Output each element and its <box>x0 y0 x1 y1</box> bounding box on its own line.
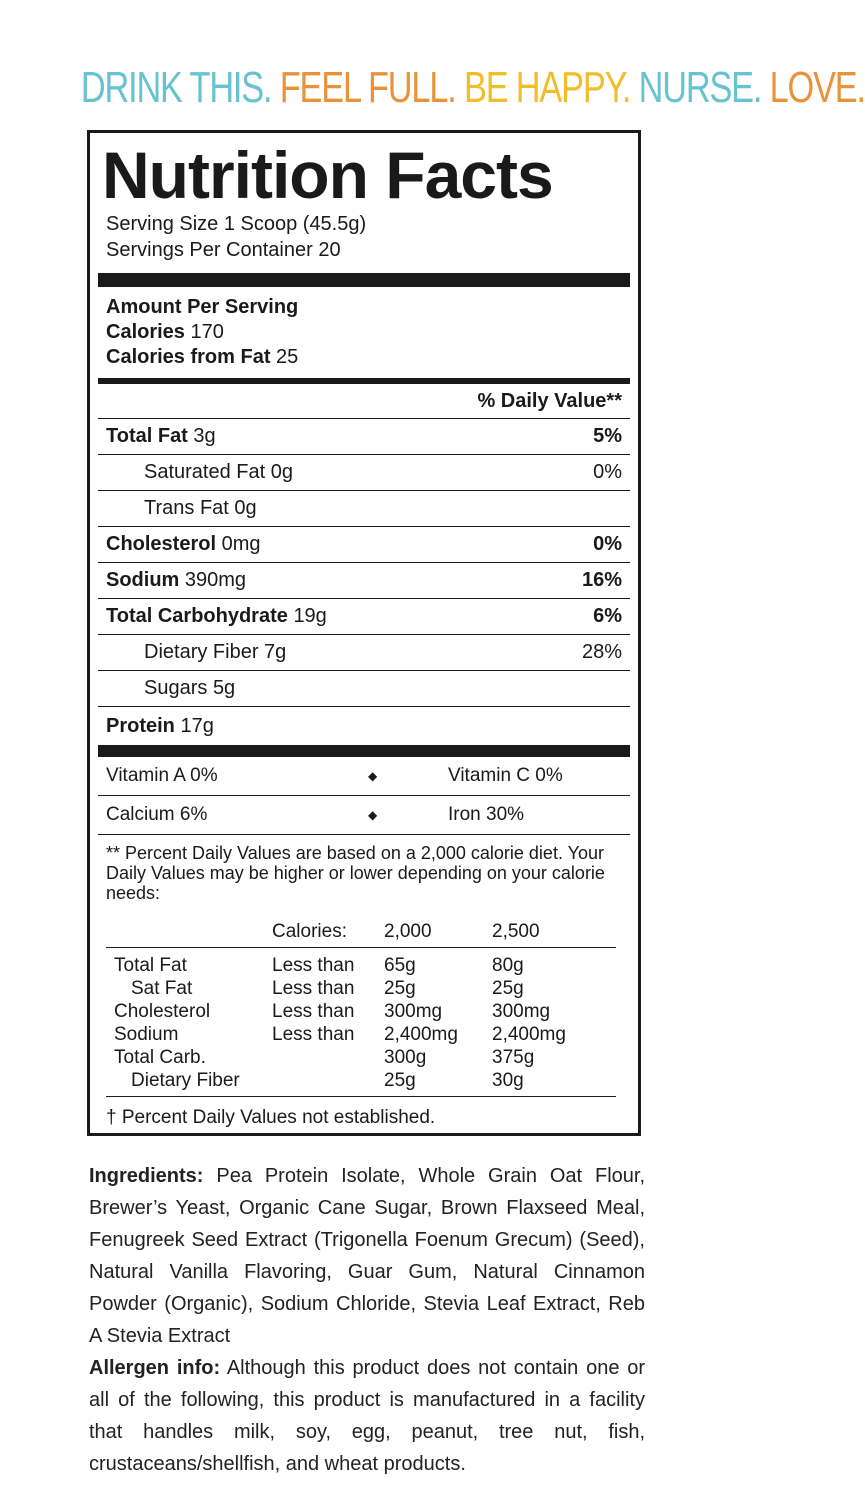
table-cell: 300g <box>384 1047 427 1068</box>
nutrient-daily-value: 0% <box>593 461 622 483</box>
table-cell <box>272 1046 384 1069</box>
ingredients-paragraph <box>89 1160 645 1352</box>
nutrient-row <box>98 563 630 599</box>
nutrient-row <box>98 635 630 671</box>
table-cell: 25g <box>384 978 416 999</box>
diamond-icon: ◆ <box>368 769 378 783</box>
ingredients-section <box>89 1160 645 1480</box>
nutrient-daily-value: 28% <box>581 641 622 663</box>
thick-divider-2 <box>98 745 630 757</box>
table-cell: Less than <box>272 978 355 999</box>
table-row <box>106 1069 616 1092</box>
serving-size: Serving Size 1 Scoop (45.5g) <box>106 213 367 235</box>
nutrient-daily-value: 6% <box>593 605 622 627</box>
vitamin-list <box>98 757 630 835</box>
table-cell: 375g <box>492 1047 535 1068</box>
table-cell: Total Fat <box>114 955 187 976</box>
vitamin-right: Vitamin C 0% <box>448 765 563 786</box>
nutrient-name: Total Fat <box>106 425 188 447</box>
vitamin-left: Vitamin A 0% <box>106 765 218 786</box>
vitamin-row <box>98 757 630 796</box>
nutrient-row <box>98 671 630 707</box>
nutrient-daily-value: 0% <box>593 533 622 555</box>
nutrient-name: Dietary Fiber <box>144 641 259 663</box>
table-cell: 2,400mg <box>492 1024 566 1045</box>
table-row <box>106 977 616 1000</box>
nutrient-amount: 17g <box>180 714 214 737</box>
nutrient-amount: 390mg <box>184 569 247 591</box>
nutrient-amount: 7g <box>264 641 287 663</box>
tagline-part-5: LOVE. <box>769 63 865 112</box>
nutrient-name-amount <box>106 497 257 520</box>
table-cell: 300mg <box>384 1001 443 1022</box>
thick-divider <box>98 273 630 287</box>
table-header-cell: 2,000 <box>384 921 432 942</box>
nutrient-amount: 0mg <box>221 533 261 555</box>
table-row <box>106 954 616 977</box>
tagline <box>80 62 865 114</box>
table-cell: 25g <box>384 1070 416 1091</box>
calories-fat-value: 25 <box>276 346 299 368</box>
table-row <box>106 1023 616 1046</box>
nutrient-name: Saturated Fat <box>144 461 266 483</box>
nutrient-name: Total Carbohydrate <box>106 605 288 627</box>
tagline-part-3: BE HAPPY. <box>463 63 631 112</box>
table-cell: 30g <box>492 1070 524 1091</box>
nutrient-name: Sodium <box>106 569 180 591</box>
allergen-text: Although this product does not contain one or all of the following, this product is manufactured in a facility that handles milk, soy, egg, peanut, tree nut, fish, crustaceans/shellfish, and wheat products. <box>89 1357 646 1475</box>
nutrient-row <box>98 527 630 563</box>
nutrient-daily-value: 5% <box>593 425 622 447</box>
table-row <box>106 1046 616 1069</box>
calories-row <box>106 320 630 345</box>
allergen-paragraph <box>89 1352 645 1480</box>
table-header-cell: 2,500 <box>492 921 540 942</box>
nutrient-row <box>98 491 630 527</box>
daily-values-table-body <box>106 948 616 1097</box>
amount-per-serving: Amount Per Serving <box>106 296 299 318</box>
nutrient-name: Sugars <box>144 677 208 699</box>
allergen-label: Allergen info: <box>89 1357 221 1379</box>
nutrition-facts-title: Nutrition Facts <box>102 138 553 212</box>
ingredients-text: Pea Protein Isolate, Whole Grain Oat Flour, Brewer’s Yeast, Organic Cane Sugar, Brown Flaxseed Meal, Fenugreek Seed Extract (Trigonella Foenum Grecum) (Seed), Natural Vanilla Flavoring, Guar Gum, Natural Cinnamon Powder (Organic), Sodium Chloride, Stevia Leaf Extract, Reb A Stevia Extract <box>89 1165 645 1347</box>
table-cell: Less than <box>272 1001 355 1022</box>
table-cell: 300mg <box>492 1001 551 1022</box>
servings-per-container: Servings Per Container 20 <box>106 239 341 261</box>
nutrient-list <box>98 419 630 745</box>
tagline-part-1: DRINK THIS. <box>80 63 272 112</box>
vitamin-left: Calcium 6% <box>106 804 208 825</box>
nutrient-row <box>98 455 630 491</box>
calories-fat-row <box>106 345 630 370</box>
nutrient-name-amount <box>106 425 216 448</box>
table-row <box>106 1000 616 1023</box>
table-cell: 65g <box>384 955 416 976</box>
nutrition-label <box>87 130 641 1136</box>
nutrient-name: Protein <box>106 714 175 737</box>
nutrient-amount: 0g <box>234 497 257 519</box>
nutrient-amount: 19g <box>293 605 327 627</box>
table-cell: Cholesterol <box>114 1001 211 1022</box>
nutrient-row <box>98 419 630 455</box>
calories-label: Calories <box>106 321 185 343</box>
vitamin-row <box>98 796 630 835</box>
nutrient-name-amount <box>106 641 286 664</box>
nutrient-name-amount <box>106 569 246 592</box>
table-cell: Less than <box>272 955 355 976</box>
calories-value: 170 <box>190 321 224 343</box>
table-cell: Sodium <box>114 1024 179 1045</box>
nutrient-amount: 0g <box>270 461 293 483</box>
table-cell: Sat Fat <box>131 978 193 999</box>
table-cell: Dietary Fiber <box>131 1070 240 1091</box>
calories-fat-label: Calories from Fat <box>106 346 271 368</box>
nutrient-name-amount <box>106 677 235 700</box>
nutrient-name-amount <box>106 461 293 484</box>
daily-values-table <box>106 917 616 1097</box>
diamond-icon: ◆ <box>368 808 378 822</box>
table-cell <box>272 1069 384 1092</box>
nutrient-row <box>98 707 630 745</box>
daily-value-header: % Daily Value** <box>98 384 630 419</box>
nutrient-name: Cholesterol <box>106 533 217 555</box>
daily-values-table-header <box>106 917 616 948</box>
table-cell: 25g <box>492 978 524 999</box>
nutrient-name: Trans Fat <box>144 497 229 519</box>
nutrient-daily-value: 16% <box>581 569 622 591</box>
nutrient-amount: 3g <box>193 425 216 447</box>
table-header-cell: Calories: <box>272 921 347 942</box>
table-cell: Less than <box>272 1024 355 1045</box>
dagger-note: † Percent Daily Values not established. <box>106 1107 436 1128</box>
nutrient-row <box>98 599 630 635</box>
ingredients-label: Ingredients: <box>89 1165 204 1187</box>
table-cell: Total Carb. <box>114 1047 206 1068</box>
tagline-part-4: NURSE. <box>638 63 762 112</box>
vitamin-right: Iron 30% <box>448 804 525 825</box>
tagline-part-2: FEEL FULL. <box>279 63 456 112</box>
nutrient-amount: 5g <box>212 677 236 699</box>
amount-block <box>98 287 630 378</box>
daily-value-footnote: ** Percent Daily Values are based on a 2,000 calorie diet. Your Daily Values may be higher or lower depending on your calorie needs: <box>106 843 605 903</box>
nutrient-name-amount <box>106 605 327 628</box>
nutrient-name-amount <box>106 533 261 556</box>
table-cell: 2,400mg <box>384 1024 458 1045</box>
table-cell: 80g <box>492 955 524 976</box>
nutrient-name-amount <box>106 715 214 738</box>
